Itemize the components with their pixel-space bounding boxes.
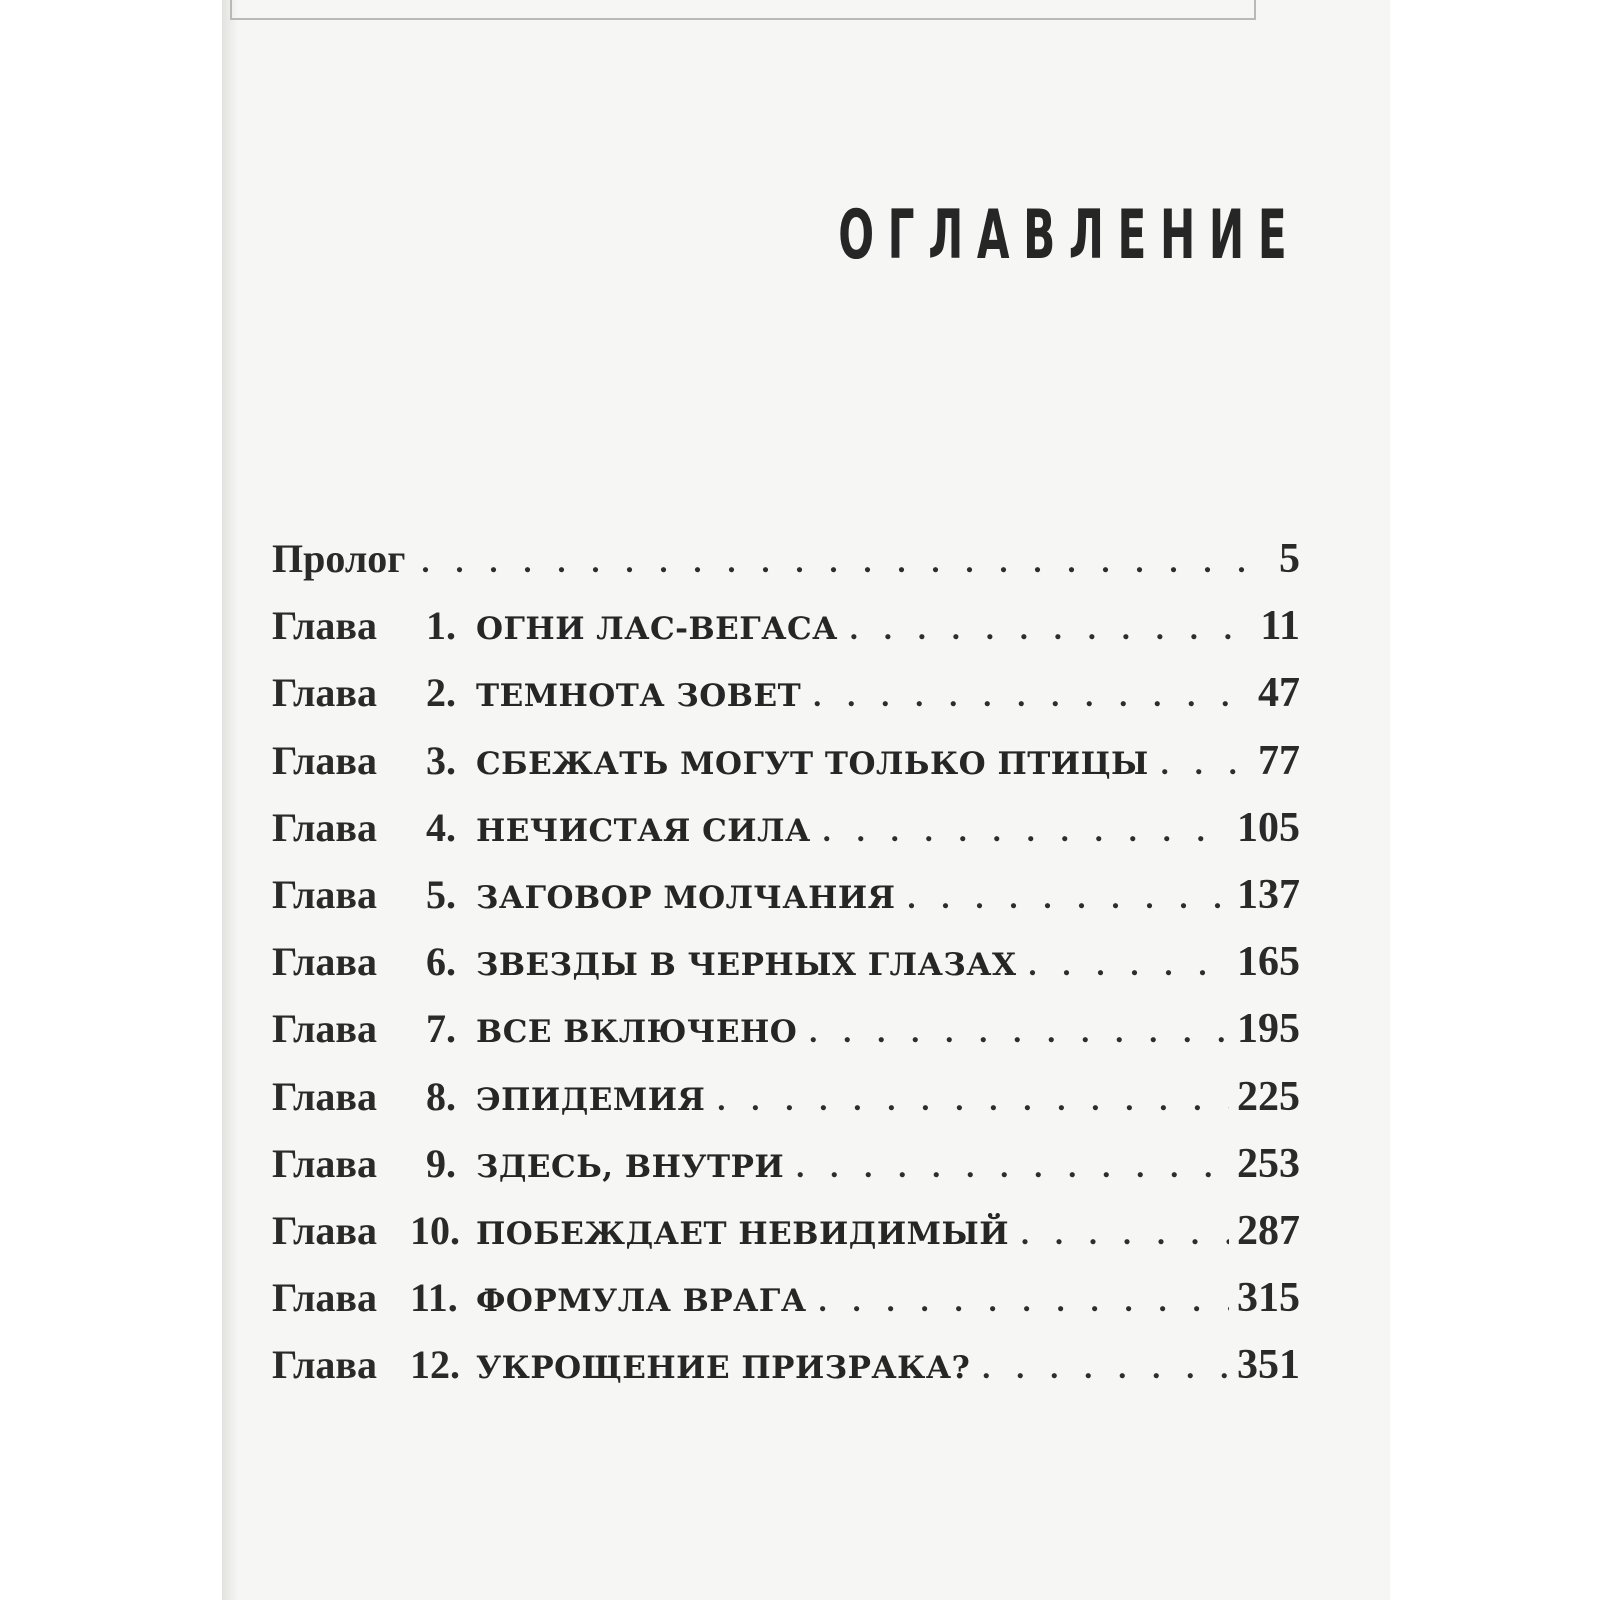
- toc-entry-chapter: [272, 737, 1300, 804]
- toc-entry-number: 11.: [410, 1275, 458, 1321]
- toc-entry-number: 3.: [426, 737, 456, 783]
- toc-entry-chapter: [272, 1274, 1300, 1341]
- toc-entry-number: 1.: [426, 603, 456, 649]
- toc-entry-page: 165: [1237, 939, 1300, 986]
- toc-entry-chapter: [272, 602, 1300, 669]
- toc-entry-chapter: [272, 1207, 1300, 1274]
- toc-entry-title: ФОРМУЛА ВРАГА: [476, 1283, 807, 1320]
- toc-entry-page: 225: [1237, 1073, 1300, 1120]
- toc-entry-label: Глава: [272, 1073, 377, 1119]
- dot-leader: [819, 1282, 1229, 1319]
- toc-entry-page: 315: [1237, 1275, 1300, 1322]
- toc-entry-number: 6.: [426, 939, 456, 985]
- toc-entry-chapter: [272, 804, 1300, 871]
- toc-entry-title: УКРОЩЕНИЕ ПРИЗРАКА?: [476, 1350, 971, 1387]
- dot-leader: [908, 879, 1229, 916]
- toc-entry-page: 11: [1260, 603, 1300, 650]
- table-of-contents: [272, 535, 1300, 1408]
- toc-entry-number: 4.: [426, 804, 456, 850]
- toc-entry-label: Глава: [272, 804, 377, 850]
- toc-entry-page: 287: [1237, 1207, 1300, 1254]
- toc-entry-prologue: [272, 535, 1300, 602]
- dot-leader: [823, 812, 1229, 849]
- toc-entry-number: 12.: [410, 1342, 460, 1388]
- page-title: ОГЛАВЛЕНИЕ: [837, 196, 1300, 275]
- book-page: [222, 0, 1390, 1600]
- toc-entry-title: СБЕЖАТЬ МОГУТ ТОЛЬКО ПТИЦЫ: [476, 745, 1149, 782]
- dot-leader: [421, 543, 1271, 580]
- toc-entry-chapter: [272, 871, 1300, 938]
- dot-leader: [796, 1148, 1229, 1185]
- toc-entry-label: Глава: [272, 670, 377, 716]
- toc-entry-chapter: [272, 1341, 1300, 1408]
- toc-entry-page: 105: [1237, 804, 1300, 851]
- toc-entry-number: 7.: [426, 1006, 456, 1052]
- toc-entry-chapter: [272, 1005, 1300, 1072]
- toc-entry-number: 5.: [426, 871, 456, 917]
- toc-entry-label: Глава: [272, 603, 377, 649]
- toc-entry-label: Глава: [272, 737, 377, 783]
- toc-entry-chapter: [272, 1073, 1300, 1140]
- toc-entry-number: 10.: [410, 1207, 460, 1253]
- toc-entry-label: Глава: [272, 1275, 377, 1321]
- toc-entry-number: 2.: [426, 670, 456, 716]
- toc-entry-title: ОГНИ ЛАС-ВЕГАСА: [476, 611, 838, 648]
- toc-entry-page: 5: [1279, 536, 1300, 582]
- dot-leader: [1161, 745, 1250, 782]
- top-frame-border: [230, 0, 1256, 20]
- toc-entry-title: ВСЕ ВКЛЮЧЕНО: [476, 1014, 798, 1051]
- toc-entry-number: 9.: [426, 1140, 456, 1186]
- toc-entry-chapter: [272, 938, 1300, 1005]
- toc-entry-chapter: [272, 1140, 1300, 1207]
- toc-entry-page: 253: [1237, 1140, 1300, 1187]
- toc-entry-page: 77: [1258, 737, 1300, 784]
- toc-entry-label: Глава: [272, 1342, 377, 1388]
- dot-leader: [1021, 1215, 1229, 1252]
- toc-entry-title: ПОБЕЖДАЕТ НЕВИДИМЫЙ: [476, 1215, 1009, 1252]
- dot-leader: [982, 1349, 1229, 1386]
- toc-entry-label: Глава: [272, 939, 377, 985]
- toc-entry-number: 8.: [426, 1073, 456, 1119]
- toc-entry-title: НЕЧИСТАЯ СИЛА: [476, 812, 811, 849]
- dot-leader: [813, 677, 1250, 714]
- toc-entry-title: ЗАГОВОР МОЛЧАНИЯ: [476, 879, 896, 916]
- toc-entry-page: 47: [1258, 670, 1300, 717]
- toc-entry-page: 195: [1237, 1006, 1300, 1053]
- toc-entry-label: Пролог: [272, 536, 406, 581]
- toc-entry-title: ЗДЕСЬ, ВНУТРИ: [476, 1148, 785, 1185]
- dot-leader: [717, 1081, 1229, 1118]
- dot-leader: [809, 1013, 1229, 1050]
- dot-leader: [1029, 946, 1230, 983]
- toc-entry-label: Глава: [272, 1207, 377, 1253]
- toc-entry-label: Глава: [272, 1006, 377, 1052]
- dot-leader: [850, 610, 1252, 647]
- toc-entry-label: Глава: [272, 1140, 377, 1186]
- toc-entry-title: ЭПИДЕМИЯ: [476, 1081, 706, 1118]
- toc-entry-page: 351: [1237, 1342, 1300, 1389]
- page-gutter-shadow: [222, 0, 238, 1600]
- toc-entry-label: Глава: [272, 871, 377, 917]
- toc-entry-title: ТЕМНОТА ЗОВЕТ: [476, 678, 802, 715]
- toc-entry-page: 137: [1237, 871, 1300, 918]
- toc-entry-title: ЗВЕЗДЫ В ЧЕРНЫХ ГЛАЗАХ: [476, 947, 1017, 984]
- toc-entry-chapter: [272, 669, 1300, 736]
